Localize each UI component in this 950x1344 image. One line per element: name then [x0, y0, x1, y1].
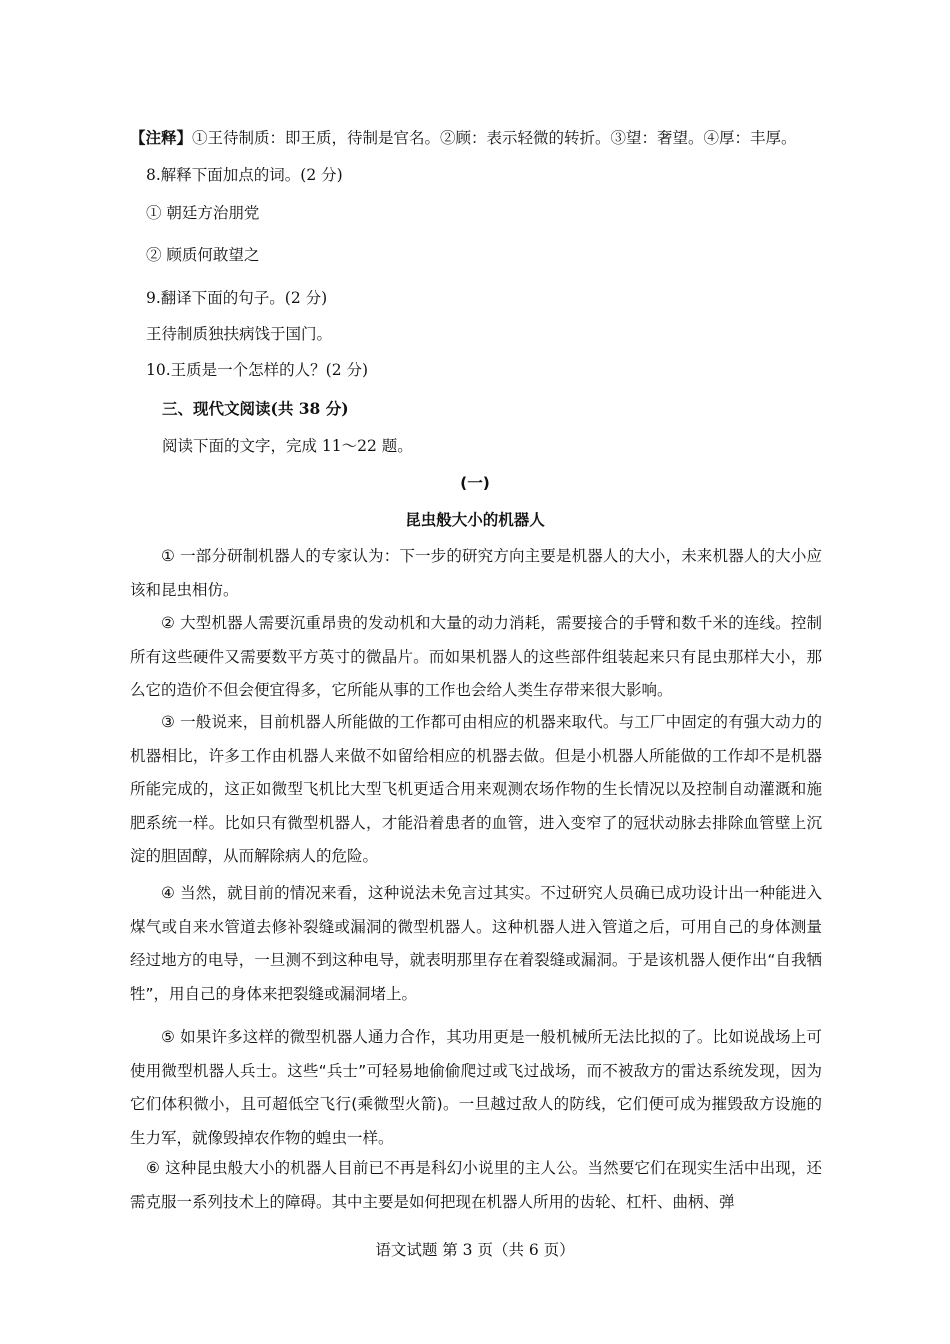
article-paragraph-3 [130, 706, 822, 874]
paragraph-text: ① 一部分研制机器人的专家认为：下一步的研究方向主要是机器人的大小，未来机器人的大小应该和昆虫相仿。 [130, 547, 822, 599]
section-instruction: 阅读下面的文字，完成 11～22 题。 [162, 437, 413, 455]
article-title: 昆虫般大小的机器人 [405, 511, 545, 529]
part-label: (一) [460, 474, 490, 492]
paragraph-text: ⑥ 这种昆虫般大小的机器人目前已不再是科幻小说里的主人公。当然要它们在现实生活中出现，还需克服一系列技术上的障碍。其中主要是如何把现在机器人所用的齿轮、杠杆、曲柄、弹 [130, 1159, 822, 1211]
note-line [130, 128, 797, 148]
paragraph-text: ③ 一般说来，目前机器人所能做的工作都可由相应的机器来取代。与工厂中固定的有强大动力的机器相比，许多工作由机器人来做不如留给相应的机器去做。但是小机器人所能做的工作却不是机器所能完成的，这正如微型飞机比大型飞机更适合用来观测农场作物的生长情况以及控制自动灌溉和施肥系统一样。比如只有微型机器人，才能沿着患者的血管，进入变窄了的冠状动脉去排除血管壁上沉淀的胆固醇，从而解除病人的危险。 [130, 713, 822, 865]
article-paragraph-6 [130, 1152, 822, 1219]
note-label: 【注释】 [130, 128, 193, 147]
question-8-item-2: ② 顾质何敢望之 [146, 246, 260, 264]
page-footer: 语文试题 第 3 页（共 6 页） [375, 1241, 575, 1259]
question-9: 9.翻译下面的句子。(2 分) [146, 289, 328, 307]
paragraph-text: ④ 当然，就目前的情况来看，这种说法未免言过其实。不过研究人员确已成功设计出一种能进入煤气或自来水管道去修补裂缝或漏洞的微型机器人。这种机器人进入管道之后，可用自己的身体测量经过地方的电导，一旦测不到这种电导，就表明那里存在着裂缝或漏洞。于是该机器人便作出“自我牺牲”，用自己的身体来把裂缝或漏洞堵上。 [130, 884, 822, 1003]
note-text: ①王待制质：即王质，待制是官名。②顾：表示轻微的转折。③望：奢望。④厚：丰厚。 [192, 129, 797, 147]
question-8: 8.解释下面加点的词。(2 分) [146, 166, 343, 184]
section-heading: 三、现代文阅读(共 38 分) [162, 399, 349, 418]
paragraph-text: ② 大型机器人需要沉重昂贵的发动机和大量的动力消耗，需要接合的手臂和数千米的连线。控制所有这些硬件又需要数平方英寸的微晶片。而如果机器人的这些部件组装起来只有昆虫那样大小，那么它的造价不但会便宜得多，它所能从事的工作也会给人类生存带来很大影响。 [130, 614, 822, 699]
question-8-item-1: ① 朝廷方治朋党 [146, 204, 260, 222]
paragraph-text: ⑤ 如果许多这样的微型机器人通力合作，其功用更是一般机械所无法比拟的了。比如说战场上可使用微型机器人兵士。这些“兵士”可轻易地偷偷爬过或飞过战场，而不被敌方的雷达系统发现，因为它们体积微小，且可超低空飞行(乘微型火箭)。一旦越过敌人的防线，它们便可成为摧毁敌方设施的生力军，就像毁掉农作物的蝗虫一样。 [130, 1028, 822, 1147]
article-paragraph-2 [130, 607, 822, 708]
question-9-sentence: 王待制质独扶病饯于国门。 [146, 325, 333, 343]
article-paragraph-1 [130, 540, 822, 607]
article-paragraph-4 [130, 877, 822, 1011]
article-paragraph-5 [130, 1021, 822, 1155]
question-10: 10.王质是一个怎样的人？(2 分) [146, 361, 369, 379]
